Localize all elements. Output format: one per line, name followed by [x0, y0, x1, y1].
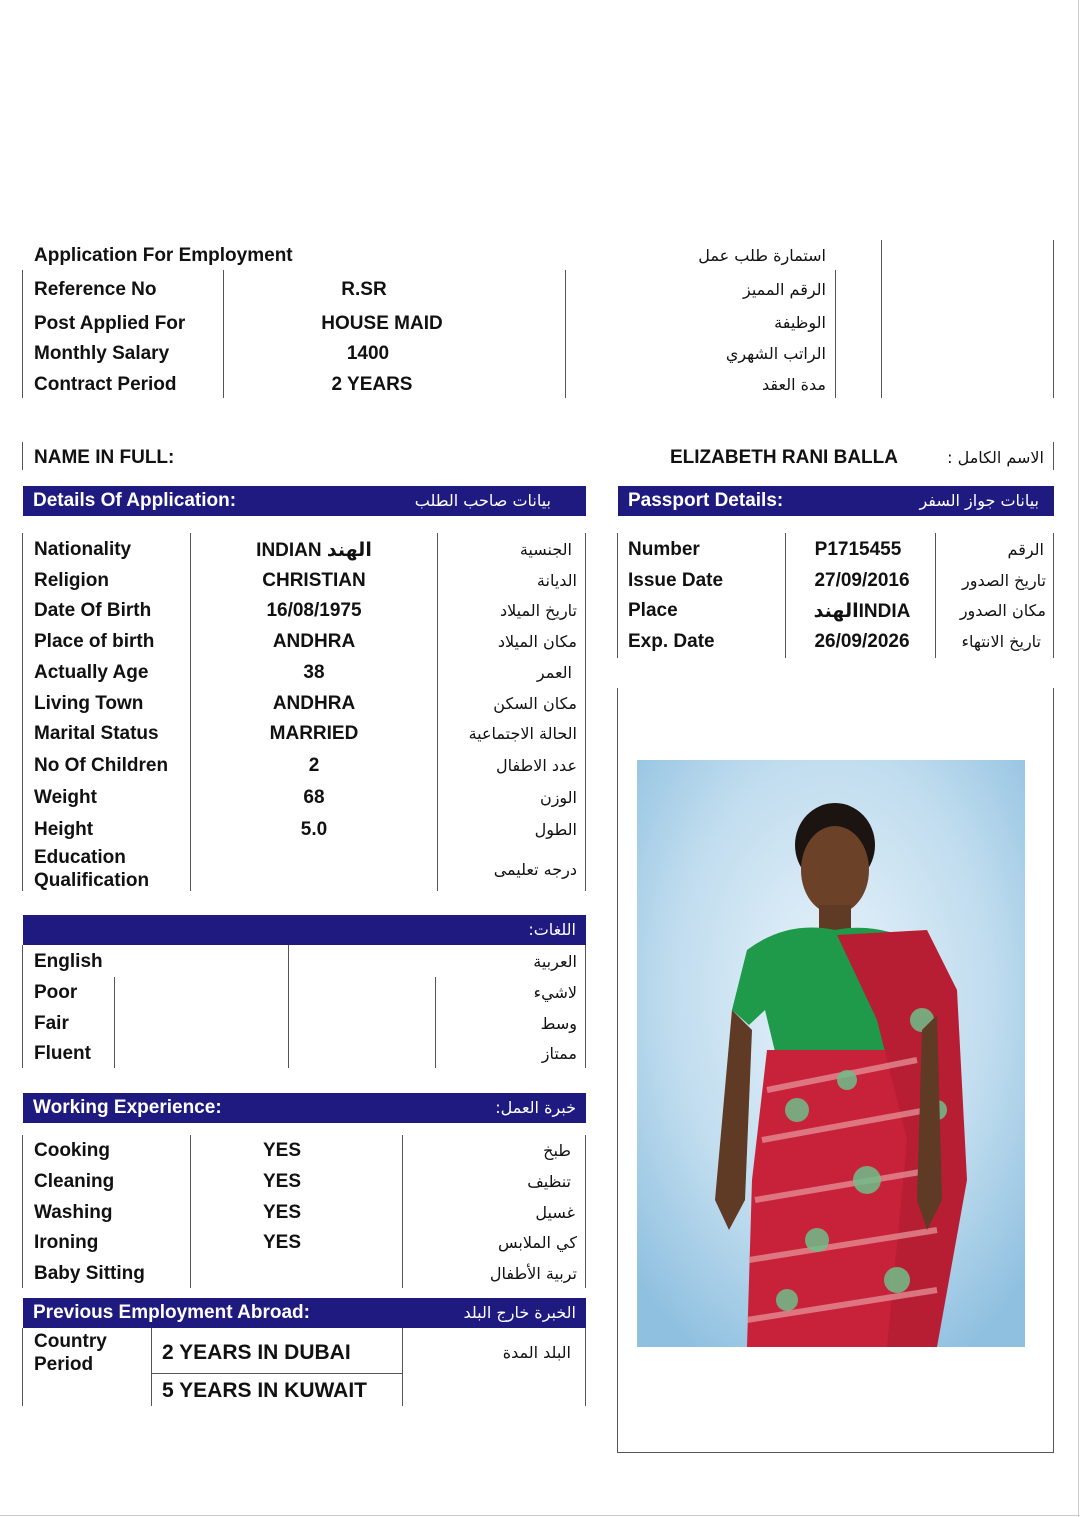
details-title-ar: بيانات صاحب الطلب: [414, 491, 551, 510]
level-poor-ar: لاشيء: [533, 983, 577, 1002]
level-poor: Poor: [34, 982, 78, 1003]
previous-label-ar: البلد المدة: [502, 1343, 571, 1362]
washing-value: YES: [262, 1202, 302, 1223]
ironing-label: Ironing: [34, 1232, 99, 1253]
height-value: 5.0: [300, 819, 328, 840]
applicant-photo: [637, 760, 1025, 1347]
age-value: 38: [303, 662, 325, 683]
passport-header-bar: [618, 486, 1054, 516]
washing-label: Washing: [34, 1202, 113, 1223]
marital-label-ar: الحالة الاجتماعية: [468, 724, 577, 743]
salary-label: Monthly Salary: [34, 343, 170, 364]
weight-label: Weight: [34, 787, 97, 808]
pob-label: Place of birth: [34, 631, 155, 652]
children-value: 2: [308, 755, 320, 776]
exp-date-label-ar: تاريخ الانتهاء: [961, 632, 1041, 651]
dob-label: Date Of Birth: [34, 600, 152, 621]
washing-label-ar: غسيل: [535, 1203, 575, 1222]
passport-number-label: Number: [628, 539, 700, 560]
previous-title-ar: الخبرة خارج البلد: [463, 1303, 576, 1322]
name-value: ELIZABETH RANI BALLA: [670, 447, 898, 468]
cooking-label-ar: طبخ: [543, 1141, 571, 1160]
form-title-ar: استمارة طلب عمل: [698, 246, 826, 265]
level-fair-ar: وسط: [540, 1014, 577, 1033]
age-label: Actually Age: [34, 662, 149, 683]
previous-entry: 5 YEARS IN KUWAIT: [162, 1379, 367, 1402]
language-arabic: العربية: [533, 952, 577, 971]
experience-title-ar: خبرة العمل:: [495, 1098, 576, 1117]
pob-label-ar: مكان الميلاد: [497, 632, 577, 651]
passport-title-ar: بيانات جواز السفر: [919, 491, 1039, 510]
previous-label-line1: Country: [34, 1331, 107, 1352]
passport-number-label-ar: الرقم: [1007, 540, 1044, 559]
level-fluent: Fluent: [34, 1043, 91, 1064]
post-label-ar: الوظيفة: [774, 313, 826, 332]
reference-label-ar: الرقم المميز: [742, 280, 826, 299]
cleaning-label: Cleaning: [34, 1171, 115, 1192]
experience-title: Working Experience:: [33, 1097, 222, 1118]
passport-place-value: الهندINDIA: [813, 601, 911, 622]
nationality-label: Nationality: [34, 539, 132, 560]
passport-place-label: Place: [628, 600, 678, 621]
passport-place-label-ar: مكان الصدور: [959, 601, 1046, 620]
nationality-value: INDIAN الهند: [256, 540, 372, 561]
religion-value: CHRISTIAN: [262, 570, 366, 591]
education-label-line2: Qualification: [34, 870, 150, 891]
passport-title: Passport Details:: [628, 490, 784, 511]
babysitting-label-ar: تربية الأطفال: [489, 1264, 577, 1283]
age-label-ar: العمر: [536, 663, 572, 682]
marital-label: Marital Status: [34, 723, 159, 744]
passport-number-value: P1715455: [814, 539, 902, 560]
previous-label-line2: Period: [34, 1354, 94, 1375]
pob-value: ANDHRA: [272, 631, 356, 652]
nationality-label-ar: الجنسية: [519, 540, 572, 559]
children-label: No Of Children: [34, 755, 169, 776]
contract-label-ar: مدة العقد: [762, 375, 826, 394]
height-label-ar: الطول: [534, 820, 577, 839]
reference-value: R.SR: [341, 279, 387, 300]
exp-date-value: 26/09/2026: [814, 631, 910, 652]
salary-label-ar: الراتب الشهري: [725, 344, 826, 363]
cleaning-label-ar: تنظيف: [527, 1172, 571, 1191]
exp-date-label: Exp. Date: [628, 631, 715, 652]
height-label: Height: [34, 819, 94, 840]
weight-label-ar: الوزن: [539, 788, 577, 807]
issue-date-label-ar: تاريخ الصدور: [962, 571, 1046, 590]
living-town-label-ar: مكان السكن: [493, 694, 577, 713]
post-label: Post Applied For: [34, 313, 186, 334]
previous-title: Previous Employment Abroad:: [33, 1302, 310, 1323]
cleaning-value: YES: [262, 1171, 302, 1192]
reference-label: Reference No: [34, 279, 157, 300]
ironing-label-ar: كي الملابس: [497, 1233, 577, 1252]
form-title: Application For Employment: [34, 245, 293, 266]
dob-value: 16/08/1975: [266, 600, 362, 621]
contract-label: Contract Period: [34, 374, 177, 395]
living-town-label: Living Town: [34, 693, 144, 714]
name-label-ar: الاسم الكامل :: [947, 448, 1044, 467]
education-label-line1: Education: [34, 847, 126, 868]
children-label-ar: عدد الاطفال: [495, 756, 577, 775]
cooking-label: Cooking: [34, 1140, 110, 1161]
level-fluent-ar: ممتاز: [541, 1044, 577, 1063]
ironing-value: YES: [262, 1232, 302, 1253]
previous-entry: 2 YEARS IN DUBAI: [162, 1341, 351, 1364]
education-label-ar: درجه تعليمى: [493, 860, 577, 879]
salary-value: 1400: [346, 343, 390, 364]
marital-value: MARRIED: [269, 723, 359, 744]
issue-date-label: Issue Date: [628, 570, 724, 591]
issue-date-value: 27/09/2016: [814, 570, 910, 591]
weight-value: 68: [303, 787, 325, 808]
contract-value: 2 YEARS: [331, 374, 413, 395]
experience-header-bar: [23, 1093, 586, 1123]
religion-label-ar: الديانة: [536, 571, 577, 590]
babysitting-label: Baby Sitting: [34, 1263, 145, 1284]
languages-title-ar: اللغات:: [528, 920, 576, 939]
details-title: Details Of Application:: [33, 490, 237, 511]
dob-label-ar: تاريخ الميلاد: [500, 601, 577, 620]
languages-header-bar: [23, 915, 586, 945]
name-label: NAME IN FULL:: [34, 447, 175, 468]
religion-label: Religion: [34, 570, 109, 591]
cooking-value: YES: [262, 1140, 302, 1161]
level-fair: Fair: [34, 1013, 69, 1034]
living-town-value: ANDHRA: [272, 693, 356, 714]
language-english: English: [34, 951, 103, 972]
previous-header-bar: [23, 1298, 586, 1328]
details-header-bar: [23, 486, 586, 516]
post-value: HOUSE MAID: [321, 313, 443, 334]
